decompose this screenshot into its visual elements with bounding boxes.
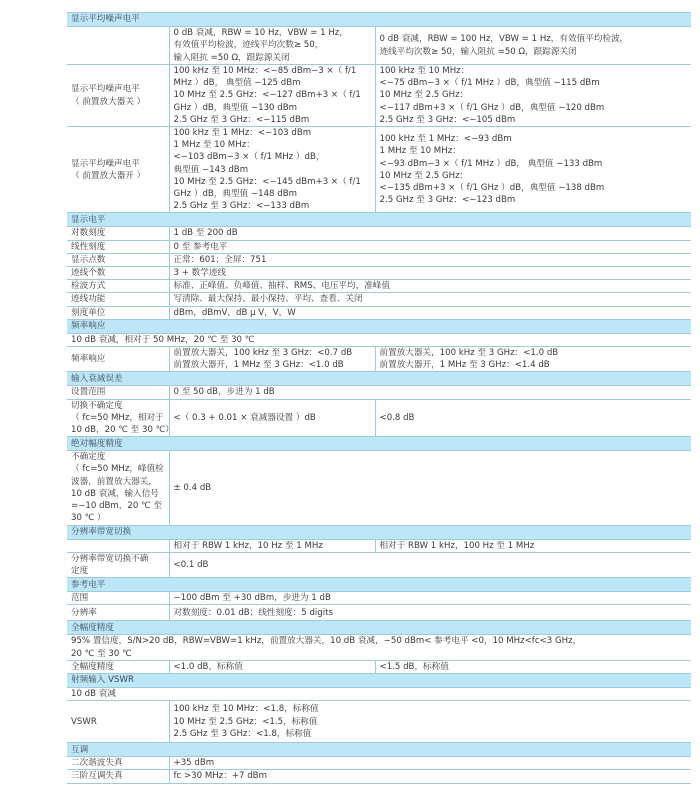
table-row: 分辨率 对数刻度：0.01 dB；线性刻度：5 digits	[67, 605, 691, 621]
section-header-ref-level: 参考电平	[67, 578, 691, 592]
table-row: 相对于 RBW 1 kHz，10 Hz 至 1 MHz 相对于 RBW 1 kHz，100 Hz 至 1 MHz	[67, 539, 691, 552]
danl-off-col1: 100 kHz 至 10 MHz：<−85 dBm−3 ×（ f/1 MHz ）dB， 典型值 −125 dBm 10 MHz 至 2.5 GHz：<−127 dBm+3 ×（ f/1 GHz ）dB，典型值 −130 dBm 2.5 GHz 至 3 GHz：<−115 dBm	[169, 65, 375, 127]
table-row: 不确定度 （ fc=50 MHz，峰值检 波器，前置放大器关， 10 dB 衰减，输入信号 =−10 dBm，20 ℃ 至 30 ℃ ） ± 0.4 dB	[67, 451, 691, 525]
section-header-display: 显示电平	[67, 213, 691, 227]
section-header-danl: 显示平均噪声电平	[67, 13, 691, 27]
table-row: 对数刻度 1 dB 至 200 dB	[67, 227, 691, 240]
table-row: 分辨率带宽切换不确 定度 <0.1 dB	[67, 552, 691, 577]
table-row: 全幅度精度 <1.0 dB，标称值 <1.5 dB，标称值	[67, 660, 691, 673]
section-header-intermod: 互调	[67, 743, 691, 757]
section-header-vswr: 射频输入 VSWR	[67, 673, 691, 687]
table-row: 刻度单位 dBm，dBmV，dB μ V，V，W	[67, 306, 691, 319]
table-row: 95% 置信度，S/N>20 dB，RBW=VBW=1 kHz，前置放大器关，10 dB 衰减，−50 dBm< 参考电平 <0，10 MHz<fc<3 GHz， 20 ℃ 至 30 ℃	[67, 635, 691, 660]
table-row	[67, 127, 691, 213]
table-row: 10 dB 衰减	[67, 687, 691, 700]
danl-off-col2: 100 kHz 至 10 MHz： <−75 dBm−3 ×（ f/1 MHz ）dB，典型值 −115 dBm 10 MHz 至 2.5 GHz： <−117 dBm+3 ×（ f/1 GHz ）dB，典型值 −120 dBm 2.5 GHz 至 3 GHz：<−105 dBm	[375, 65, 691, 127]
table-row: 显示点数 正常：601；全屏：751	[67, 253, 691, 266]
danl-off-label: 显示平均噪声电平 （ 前置放大器关 ）	[67, 65, 169, 127]
danl-cond-col2: 0 dB 衰减，RBW = 100 Hz，VBW = 1 Hz，有效值平均检波， 迹线平均次数≥ 50，输入阻抗 =50 Ω，跟踪源关闭	[375, 27, 691, 65]
section-header-rbw-switch: 分辨率带宽切换	[67, 525, 691, 539]
section-header-freq-resp: 频率响应	[67, 319, 691, 333]
table-row: 二次谐波失真 +35 dBm	[67, 757, 691, 770]
table-row: 切换不确定度 （ fc=50 MHz，相对于 10 dB，20 ℃ 至 30 ℃） <（ 0.3 + 0.01 × 衰减器设置 ）dB <0.8 dB	[67, 399, 691, 437]
danl-cond-col1: 0 dB 衰减，RBW = 10 Hz，VBW = 1 Hz， 有效值平均检波，迹线平均次数≥ 50， 输入阻抗 =50 Ω，跟踪源关闭	[169, 27, 375, 65]
table-row: 10 dB 衰减，相对于 50 MHz，20 ℃ 至 30 ℃	[67, 333, 691, 346]
spec-table	[67, 12, 691, 784]
table-row: 设置范围 0 至 50 dB，步进为 1 dB	[67, 386, 691, 399]
table-row	[67, 27, 691, 65]
danl-on-col1: 100 kHz 至 1 MHz：<−103 dBm 1 MHz 至 10 MHz： <−103 dBm−3 ×（ f/1 MHz ）dB， 典型值 −143 dBm 10 MHz 至 2.5 GHz：<−145 dBm+3 ×（ f/1 GHz ）dB，典型值 −148 dBm 2.5 GHz 至 3 GHz：<−133 dBm	[169, 127, 375, 213]
danl-on-label: 显示平均噪声电平 （ 前置放大器开 ）	[67, 127, 169, 213]
section-header-atten: 输入衰减误差	[67, 372, 691, 386]
danl-on-col2: 100 kHz 至 1 MHz：<−93 dBm 1 MHz 至 10 MHz： <−93 dBm−3 ×（ f/1 MHz ）dB， 典型值 −133 dBm 10 MHz 至 2.5 GHz： <−135 dBm+3 ×（ f/1 GHz ）dB，典型值 −138 dBm 2.5 GHz 至 3 GHz：<−123 dBm	[375, 127, 691, 213]
table-row: 检波方式 标准、正峰值、负峰值、抽样、RMS、电压平均，准峰值	[67, 280, 691, 293]
table-row: 线性刻度 0 至 参考电平	[67, 240, 691, 253]
table-row: 迹线功能 写清除、最大保持、最小保持、平均、查看、关闭	[67, 293, 691, 306]
table-row: 迹线个数 3 + 数学迹线	[67, 267, 691, 280]
table-row	[67, 65, 691, 127]
table-row: 三阶互调失真 fc >30 MHz：+7 dBm	[67, 770, 691, 783]
table-row: 频率响应 前置放大器关，100 kHz 至 3 GHz：<0.7 dB 前置放大器开，1 MHz 至 3 GHz：<1.0 dB 前置放大器关，100 kHz 至 3 GHz：<1.0 dB 前置放大器开，1 MHz 至 3 GHz：<1.4 dB	[67, 347, 691, 372]
table-row: 范围 −100 dBm 至 +30 dBm，步进为 1 dB	[67, 592, 691, 605]
table-row: VSWR 100 kHz 至 10 MHz：<1.8，标称值 10 MHz 至 2.5 GHz：<1.5，标称值 2.5 GHz 至 3 GHz：<1.8，标称值	[67, 701, 691, 743]
section-header-abs-amp: 绝对幅度精度	[67, 437, 691, 451]
section-header-full-amp: 全幅度精度	[67, 621, 691, 635]
